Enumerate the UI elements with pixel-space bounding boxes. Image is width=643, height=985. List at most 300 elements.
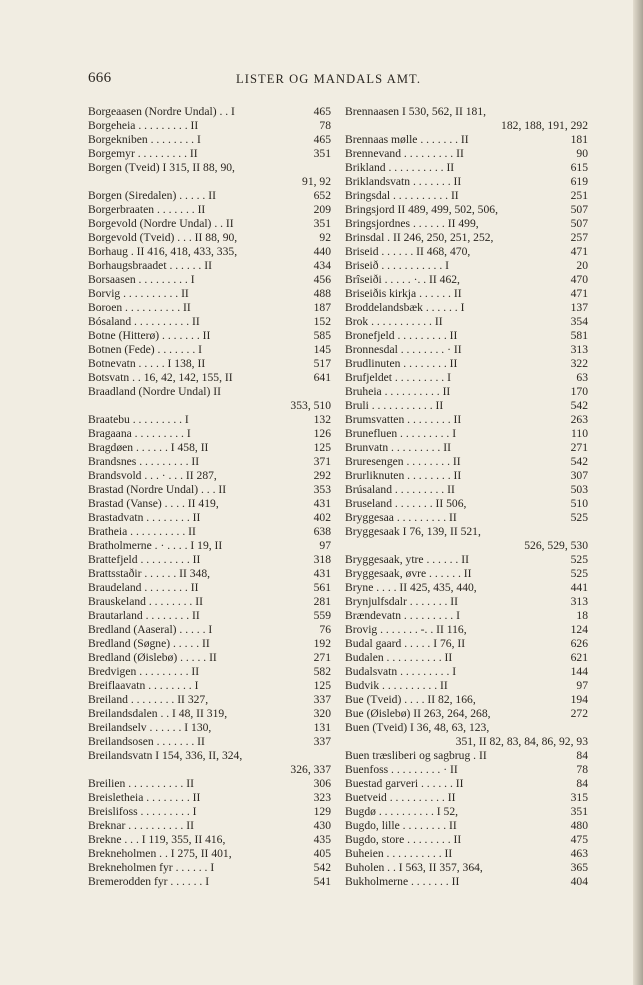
index-entry — [88, 175, 331, 189]
entry-page-ref: 434 — [313, 259, 331, 272]
entry-page-ref: 76 — [319, 623, 331, 636]
book-spine-edge — [633, 0, 643, 985]
index-entry — [88, 721, 331, 735]
entry-page-ref: 292 — [313, 469, 331, 482]
index-entry — [345, 581, 588, 595]
entry-text: Borhaugsbraadet . . . . . . II — [88, 259, 212, 272]
entry-text: Buestad garveri . . . . . . II — [345, 777, 464, 790]
entry-page-ref: 456 — [313, 273, 331, 286]
entry-text: Borgekniben . . . . . . . . I — [88, 133, 201, 146]
entry-text: Botne (Hitterø) . . . . . . . II — [88, 329, 211, 342]
entry-text: Buen træsliberi og sagbrug . II — [345, 749, 487, 762]
index-entry — [345, 175, 588, 189]
index-entry — [88, 693, 331, 707]
entry-text: Brunvatn . . . . . . . . . II — [345, 441, 451, 454]
entry-page-ref: 192 — [313, 637, 331, 650]
entry-page-ref: 315 — [570, 791, 588, 804]
entry-page-ref: 326, 337 — [290, 763, 331, 776]
entry-text: Brok . . . . . . . . . . . II — [345, 315, 443, 328]
entry-text: Brastad (Nordre Undal) . . . II — [88, 483, 227, 496]
index-entry — [345, 637, 588, 651]
index-entry — [345, 105, 588, 119]
index-entry — [345, 301, 588, 315]
index-entry — [345, 651, 588, 665]
entry-text: Bryggesaak, øvre . . . . . . II — [345, 567, 472, 580]
entry-text: Brunefluen . . . . . . . . . I — [345, 427, 457, 440]
index-entry — [88, 875, 331, 889]
entry-text: Brekneholmen fyr . . . . . . I — [88, 861, 215, 874]
entry-page-ref: 435 — [313, 833, 331, 846]
index-entry — [88, 497, 331, 511]
entry-page-ref: 194 — [570, 693, 588, 706]
entry-text: Bruli . . . . . . . . . . . II — [345, 399, 444, 412]
entry-page-ref: 307 — [570, 469, 588, 482]
entry-page-ref: 488 — [313, 287, 331, 300]
entry-page-ref: 90 — [576, 147, 588, 160]
entry-page-ref: 182, 188, 191, 292 — [501, 119, 588, 132]
entry-page-ref: 525 — [570, 553, 588, 566]
entry-page-ref: 471 — [570, 287, 588, 300]
index-entry — [88, 259, 331, 273]
index-entry — [345, 763, 588, 777]
index-entry — [88, 637, 331, 651]
entry-text: Bue (Øislebø) II 263, 264, 268, — [345, 707, 491, 720]
index-entry — [88, 329, 331, 343]
entry-text: Brændevatn . . . . . . . . . I — [345, 609, 460, 622]
index-entry — [345, 665, 588, 679]
index-entry — [345, 609, 588, 623]
index-entry — [88, 343, 331, 357]
entry-page-ref: 638 — [313, 525, 331, 538]
entry-page-ref: 91, 92 — [302, 175, 331, 188]
index-entry — [345, 427, 588, 441]
entry-text: Brikland . . . . . . . . . . II — [345, 161, 455, 174]
entry-text: Bratheia . . . . . . . . . . II — [88, 525, 196, 538]
entry-text: Bruresengen . . . . . . . . II — [345, 455, 461, 468]
entry-page-ref: 541 — [313, 875, 331, 888]
entry-text: Breknar . . . . . . . . . . II — [88, 819, 194, 832]
entry-text: Brandsvold . . . · . . . II 287, — [88, 469, 217, 482]
entry-text: Buholen . . I 563, II 357, 364, — [345, 861, 483, 874]
entry-text: Breislifoss . . . . . . . . . I — [88, 805, 197, 818]
index-entry — [88, 833, 331, 847]
index-entry — [88, 791, 331, 805]
entry-page-ref: 581 — [570, 329, 588, 342]
entry-text: Borgerbraaten . . . . . . . II — [88, 203, 206, 216]
entry-text: Breilandselv . . . . . . I 130, — [88, 721, 212, 734]
index-entry — [88, 217, 331, 231]
entry-page-ref: 209 — [313, 203, 331, 216]
entry-page-ref: 465 — [313, 133, 331, 146]
entry-text: Bringsdal . . . . . . . . . . II — [345, 189, 459, 202]
entry-page-ref: 323 — [313, 791, 331, 804]
entry-text: Brastadvatn . . . . . . . . II — [88, 511, 201, 524]
entry-text: Bugdø . . . . . . . . . . I 52, — [345, 805, 459, 818]
index-entry — [88, 819, 331, 833]
index-entry — [345, 217, 588, 231]
entry-page-ref: 110 — [571, 427, 588, 440]
entry-page-ref: 463 — [570, 847, 588, 860]
entry-text: Bugdo, store . . . . . . . . II — [345, 833, 462, 846]
entry-text: Botnevatn . . . . . I 138, II — [88, 357, 206, 370]
index-entry — [345, 231, 588, 245]
entry-text: Breiland . . . . . . . . II 327, — [88, 693, 209, 706]
entry-page-ref: 351 — [313, 147, 331, 160]
entry-page-ref: 404 — [570, 875, 588, 888]
entry-text: Buetveid . . . . . . . . . . II — [345, 791, 456, 804]
entry-page-ref: 517 — [313, 357, 331, 370]
entry-text: Borgevold (Nordre Undal) . . II — [88, 217, 234, 230]
entry-text: Borgeheia . . . . . . . . . II — [88, 119, 199, 132]
index-entry — [88, 441, 331, 455]
entry-text: Braadland (Nordre Undal) II — [88, 385, 221, 398]
entry-text: Braatebu . . . . . . . . . I — [88, 413, 189, 426]
entry-text: Bósaland . . . . . . . . . . II — [88, 315, 200, 328]
index-entry — [88, 651, 331, 665]
entry-page-ref: 626 — [570, 637, 588, 650]
index-entry — [88, 203, 331, 217]
index-entry — [88, 595, 331, 609]
entry-page-ref: 306 — [313, 777, 331, 790]
entry-text: Breiflaavatn . . . . . . . . I — [88, 679, 199, 692]
entry-page-ref: 480 — [570, 819, 588, 832]
entry-text: Bronnesdal . . . . . . . . · II — [345, 343, 462, 356]
entry-page-ref: 152 — [313, 315, 331, 328]
index-entry — [88, 385, 331, 399]
entry-page-ref: 129 — [313, 805, 331, 818]
entry-page-ref: 20 — [576, 259, 588, 272]
entry-text: Bugdo, lille . . . . . . . . II — [345, 819, 457, 832]
entry-text: Bruheia . . . . . . . . . . II — [345, 385, 451, 398]
index-entry — [345, 693, 588, 707]
entry-page-ref: 263 — [570, 413, 588, 426]
entry-page-ref: 619 — [570, 175, 588, 188]
index-entry — [88, 357, 331, 371]
entry-page-ref: 131 — [313, 721, 331, 734]
index-entry — [88, 735, 331, 749]
entry-page-ref: 84 — [576, 749, 588, 762]
entry-page-ref: 510 — [570, 497, 588, 510]
index-entry — [88, 287, 331, 301]
entry-text: Bredland (Øislebø) . . . . . II — [88, 651, 217, 664]
entry-text: Briklandsvatn . . . . . . . II — [345, 175, 462, 188]
index-entry — [345, 511, 588, 525]
index-entry — [88, 469, 331, 483]
index-entry — [345, 357, 588, 371]
entry-page-ref: 365 — [570, 861, 588, 874]
index-entry — [345, 133, 588, 147]
entry-page-ref: 78 — [576, 763, 588, 776]
entry-text: Brekneholmen . . I 275, II 401, — [88, 847, 232, 860]
entry-page-ref: 542 — [313, 861, 331, 874]
index-entry — [88, 245, 331, 259]
entry-text: Briseið . . . . . . . . . . . I — [345, 259, 450, 272]
entry-text: Botnen (Fede) . . . . . . . I — [88, 343, 202, 356]
index-entry — [88, 371, 331, 385]
entry-page-ref: 272 — [570, 707, 588, 720]
entry-page-ref: 354 — [570, 315, 588, 328]
index-entry — [88, 525, 331, 539]
index-entry — [345, 553, 588, 567]
entry-text: Brudlinuten . . . . . . . . II — [345, 357, 458, 370]
entry-page-ref: 441 — [570, 581, 588, 594]
entry-text: Bue (Tveid) . . . . II 82, 166, — [345, 693, 476, 706]
entry-page-ref: 337 — [313, 693, 331, 706]
entry-text: Brumsvatten . . . . . . . . II — [345, 413, 462, 426]
entry-text: Buenfoss . . . . . . . . . · II — [345, 763, 458, 776]
index-entry — [88, 301, 331, 315]
entry-text: Borgevold (Tveid) . . . II 88, 90, — [88, 231, 238, 244]
index-entry — [345, 399, 588, 413]
entry-text: Braudeland . . . . . . . . II — [88, 581, 199, 594]
entry-page-ref: 132 — [313, 413, 331, 426]
entry-page-ref: 431 — [313, 567, 331, 580]
entry-text: Brennaas mølle . . . . . . . II — [345, 133, 469, 146]
entry-page-ref: 187 — [313, 301, 331, 314]
entry-page-ref: 63 — [576, 371, 588, 384]
entry-text: Brovig . . . . . . . -. . II 116, — [345, 623, 467, 636]
index-entry — [345, 287, 588, 301]
index-entry — [88, 777, 331, 791]
index-entry — [88, 105, 331, 119]
entry-text: Brennevand . . . . . . . . . II — [345, 147, 464, 160]
entry-text: Brinsdal . II 246, 250, 251, 252, — [345, 231, 494, 244]
entry-page-ref: 125 — [313, 441, 331, 454]
entry-page-ref: 181 — [570, 133, 588, 146]
index-entry — [345, 707, 588, 721]
entry-text: Breilandsvatn I 154, 336, II, 324, — [88, 749, 243, 762]
index-entry — [345, 329, 588, 343]
entry-text: Brynjulfsdalr . . . . . . . II — [345, 595, 459, 608]
entry-page-ref: 430 — [313, 819, 331, 832]
entry-page-ref: 507 — [570, 217, 588, 230]
entry-text: Bryggesaa . . . . . . . . . II — [345, 511, 457, 524]
entry-page-ref: 78 — [319, 119, 331, 132]
entry-text: Brandsnes . . . . . . . . . II — [88, 455, 200, 468]
index-entry — [88, 161, 331, 175]
entry-text: Brattsstaðir . . . . . . II 348, — [88, 567, 211, 580]
entry-text: Brurliknuten . . . . . . . . II — [345, 469, 462, 482]
index-entry — [88, 133, 331, 147]
index-entry — [88, 539, 331, 553]
entry-text: Brekne . . . I 119, 355, II 416, — [88, 833, 226, 846]
entry-page-ref: 405 — [313, 847, 331, 860]
entry-text: Bryggesaak I 76, 139, II 521, — [345, 525, 481, 538]
page-header — [88, 70, 433, 90]
index-entry — [345, 749, 588, 763]
index-entry — [345, 385, 588, 399]
index-entry — [88, 399, 331, 413]
entry-page-ref: 542 — [570, 399, 588, 412]
index-entry — [345, 273, 588, 287]
entry-page-ref: 471 — [570, 245, 588, 258]
entry-page-ref: 144 — [570, 665, 588, 678]
entry-page-ref: 84 — [576, 777, 588, 790]
entry-text: Brúsaland . . . . . . . . . II — [345, 483, 455, 496]
index-entry — [88, 861, 331, 875]
entry-text: Brîseiði . . . . . ·. . II 462, — [345, 273, 460, 286]
entry-text: Brautarland . . . . . . . . II — [88, 609, 200, 622]
index-entry — [345, 679, 588, 693]
entry-page-ref: 257 — [570, 231, 588, 244]
entry-text: Bukholmerne . . . . . . . II — [345, 875, 460, 888]
entry-page-ref: 271 — [570, 441, 588, 454]
index-entry — [345, 623, 588, 637]
entry-page-ref: 170 — [570, 385, 588, 398]
index-entry — [345, 469, 588, 483]
entry-page-ref: 526, 529, 530 — [524, 539, 588, 552]
entry-page-ref: 525 — [570, 567, 588, 580]
index-entry — [88, 315, 331, 329]
entry-text: Borvig . . . . . . . . . . II — [88, 287, 189, 300]
entry-page-ref: 18 — [576, 609, 588, 622]
entry-page-ref: 615 — [570, 161, 588, 174]
entry-page-ref: 337 — [313, 735, 331, 748]
entry-page-ref: 313 — [570, 343, 588, 356]
entry-text: Brennaasen I 530, 562, II 181, — [345, 105, 487, 118]
entry-page-ref: 351 — [313, 217, 331, 230]
index-entry — [88, 119, 331, 133]
entry-text: Brufjeldet . . . . . . . . . I — [345, 371, 451, 384]
index-entry — [345, 371, 588, 385]
entry-page-ref: 371 — [313, 455, 331, 468]
index-entry — [88, 189, 331, 203]
index-entry — [88, 623, 331, 637]
entry-page-ref: 353, 510 — [290, 399, 331, 412]
index-entry — [88, 805, 331, 819]
entry-text: Bragdøen . . . . . . I 458, II — [88, 441, 209, 454]
entry-page-ref: 507 — [570, 203, 588, 216]
entry-text: Buen (Tveid) I 36, 48, 63, 123, — [345, 721, 490, 734]
index-entry — [345, 245, 588, 259]
entry-text: Bryggesaak, ytre . . . . . . II — [345, 553, 469, 566]
entry-text: Bredland (Søgne) . . . . . II — [88, 637, 210, 650]
entry-text: Briseid . . . . . . II 468, 470, — [345, 245, 471, 258]
entry-text: Breilandsosen . . . . . . . II — [88, 735, 205, 748]
entry-page-ref: 97 — [576, 679, 588, 692]
index-entry — [345, 441, 588, 455]
entry-text: Bredland (Aaseral) . . . . . I — [88, 623, 213, 636]
index-entry — [88, 581, 331, 595]
entry-page-ref: 559 — [313, 609, 331, 622]
index-entry — [345, 777, 588, 791]
entry-text: Budvik . . . . . . . . . . II — [345, 679, 448, 692]
index-entry — [88, 483, 331, 497]
index-entry — [345, 119, 588, 133]
entry-text: Brastad (Vanse) . . . . II 419, — [88, 497, 219, 510]
index-entry — [345, 161, 588, 175]
entry-text: Breilandsdalen . . I 48, II 319, — [88, 707, 228, 720]
entry-page-ref: 542 — [570, 455, 588, 468]
entry-text: Brauskeland . . . . . . . . II — [88, 595, 203, 608]
entry-text: Borgeaasen (Nordre Undal) . . I — [88, 105, 235, 118]
index-entry — [345, 861, 588, 875]
entry-text: Bratholmerne . · . . . . I 19, II — [88, 539, 223, 552]
index-entry — [345, 847, 588, 861]
index-entry — [88, 749, 331, 763]
index-entry — [88, 847, 331, 861]
entry-text: Budalsvatn . . . . . . . . . I — [345, 665, 457, 678]
entry-text: Bredvigen . . . . . . . . . II — [88, 665, 200, 678]
index-entry — [345, 203, 588, 217]
index-entry — [345, 791, 588, 805]
entry-text: Broddelandsbæk . . . . . . I — [345, 301, 465, 314]
entry-page-ref: 145 — [313, 343, 331, 356]
index-entry — [345, 315, 588, 329]
index-entry — [345, 595, 588, 609]
entry-page-ref: 621 — [570, 651, 588, 664]
entry-text: Borgemyr . . . . . . . . . II — [88, 147, 198, 160]
entry-page-ref: 525 — [570, 511, 588, 524]
entry-page-ref: 561 — [313, 581, 331, 594]
index-entry — [88, 707, 331, 721]
index-entry — [345, 567, 588, 581]
page-number: 666 — [88, 70, 112, 86]
entry-page-ref: 351, II 82, 83, 84, 86, 92, 93 — [455, 735, 588, 748]
entry-text: Borsaasen . . . . . . . . . I — [88, 273, 195, 286]
index-entry — [345, 413, 588, 427]
index-entry — [345, 833, 588, 847]
entry-text: Bringsjordnes . . . . . . II 499, — [345, 217, 479, 230]
index-entry — [345, 805, 588, 819]
entry-page-ref: 125 — [313, 679, 331, 692]
entry-text: Bronefjeld . . . . . . . . . II — [345, 329, 458, 342]
index-entry — [88, 553, 331, 567]
entry-text: Breilien . . . . . . . . . . II — [88, 777, 194, 790]
index-entry — [88, 413, 331, 427]
index-entry — [345, 483, 588, 497]
index-entry — [88, 763, 331, 777]
index-entry — [345, 189, 588, 203]
index-entry — [88, 679, 331, 693]
entry-page-ref: 92 — [319, 231, 331, 244]
index-entry — [345, 525, 588, 539]
entry-text: Boroen . . . . . . . . . . II — [88, 301, 191, 314]
entry-page-ref: 582 — [313, 665, 331, 678]
entry-page-ref: 475 — [570, 833, 588, 846]
entry-page-ref: 322 — [570, 357, 588, 370]
entry-text: Bruseland . . . . . . . II 506, — [345, 497, 467, 510]
index-entry — [345, 539, 588, 553]
entry-text: Borgen (Tveid) I 315, II 88, 90, — [88, 161, 235, 174]
running-title: LISTER OG MANDALS AMT. — [236, 72, 422, 86]
index-entry — [88, 231, 331, 245]
entry-page-ref: 320 — [313, 707, 331, 720]
entry-text: Briseiðis kirkja . . . . . . II — [345, 287, 462, 300]
index-entry — [345, 455, 588, 469]
entry-text: Budalen . . . . . . . . . . II — [345, 651, 453, 664]
entry-page-ref: 126 — [313, 427, 331, 440]
entry-page-ref: 271 — [313, 651, 331, 664]
index-entry — [88, 609, 331, 623]
entry-page-ref: 137 — [570, 301, 588, 314]
index-entry — [345, 819, 588, 833]
entry-text: Brattefjeld . . . . . . . . . II — [88, 553, 201, 566]
entry-page-ref: 281 — [313, 595, 331, 608]
index-entry — [88, 455, 331, 469]
entry-page-ref: 641 — [313, 371, 331, 384]
index-entry — [345, 343, 588, 357]
entry-text: Bryne . . . . II 425, 435, 440, — [345, 581, 477, 594]
entry-text: Borhaug . II 416, 418, 433, 335, — [88, 245, 238, 258]
index-entry — [345, 259, 588, 273]
entry-page-ref: 585 — [313, 329, 331, 342]
entry-page-ref: 402 — [313, 511, 331, 524]
entry-page-ref: 313 — [570, 595, 588, 608]
index-entry — [345, 875, 588, 889]
index-entry — [345, 735, 588, 749]
entry-text: Breisletheia . . . . . . . . II — [88, 791, 201, 804]
